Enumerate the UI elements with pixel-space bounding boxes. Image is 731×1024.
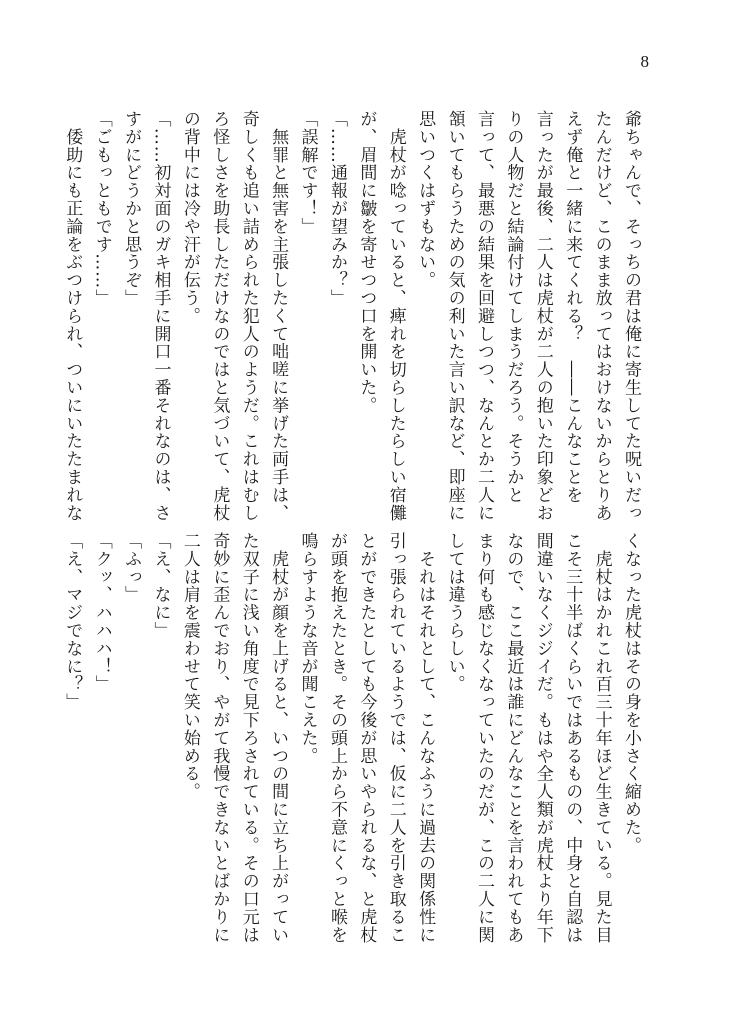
text-line: すがにどうかと思うぞ」 (121, 110, 142, 307)
text-line: 頷いてもらうための気の利いた言い訳など、即座に (444, 110, 465, 522)
text-line: 「ふっ」 (121, 532, 142, 604)
page-number: 8 (640, 52, 649, 71)
text-line: 「え、なに」 (150, 532, 171, 640)
text-line: が、眉間に皺を寄せつつ口を開いた。 (356, 110, 377, 415)
text-line: ろ怪しさを助長しただけなのではと気づいて、虎杖 (209, 110, 230, 522)
text-line: えず俺と一緒に来てくれる？ ――こんなことを (562, 110, 583, 504)
text-line: こそ三十半ばくらいではあるものの、中身と自認は (562, 532, 583, 944)
text-block-bottom (57, 532, 645, 944)
text-line: それはそれとして、こんなふうに過去の関係性に (415, 532, 436, 944)
text-line: の背中には冷や汗が伝う。 (179, 110, 200, 325)
text-line: 言ったが最後、二人は虎杖が二人の抱いた印象どお (532, 110, 553, 522)
text-line: 言って、最悪の結果を回避しつつ、なんとか二人に (473, 110, 494, 522)
text-line: なので、ここ最近は誰にどんなことを言われてもあ (503, 532, 524, 944)
text-line: りの人物だと結論付けてしまうだろう。そうかと (503, 110, 524, 504)
text-line: 奇妙に歪んでおり、やがて我慢できないとばかりに (209, 532, 230, 944)
text-line: 二人は肩を震わせて笑い始める。 (179, 532, 200, 801)
text-line: 間違いなくジジイだ。もはや全人類が虎杖より年下 (532, 532, 553, 944)
text-line: 思いつくはずもない。 (415, 110, 436, 289)
text-line: 爺ちゃんで、そっちの君は俺に寄生してた呪いだっ (621, 110, 641, 522)
text-line: 無罪と無害を主張したくて咄嗟に挙げた両手は、 (268, 110, 289, 522)
text-line: た双子に浅い角度で見下ろされている。その口元は (238, 532, 259, 944)
text-line: しては違うらしい。 (444, 532, 465, 694)
text-line: 「……初対面のガキ相手に開口一番それなのは、さ (150, 110, 171, 522)
text-line: が頭を抱えたとき。その頭上から不意にくっと喉を (326, 532, 347, 944)
text-line: 「クッ、ハハハ！」 (91, 532, 112, 694)
text-line: くなった虎杖はその身を小さく縮めた。 (621, 532, 641, 855)
text-line: 奇しくも追い詰められた犯人のようだ。これはむし (238, 110, 259, 522)
text-line: とができたとしても今後が思いやられるな、と虎杖 (356, 532, 377, 944)
text-line: 鳴らすような音が聞こえた。 (297, 532, 318, 765)
text-line: 虎杖が顔を上げると、いつの間に立ち上がってい (268, 532, 289, 944)
text-line: 倭助にも正論をぶつけられ、ついにいたたまれな (62, 110, 83, 522)
text-line: 「え、マジでなに？」 (62, 532, 83, 711)
text-line: 虎杖はかれこれ百三十年ほど生きている。見た目 (591, 532, 612, 944)
text-line: 「ごもっともです……」 (91, 110, 112, 307)
text-line: 「誤解です！」 (297, 110, 318, 236)
text-line: 引っ張られているようでは、仮に二人を引き取るこ (385, 532, 406, 944)
text-block-top (57, 110, 645, 522)
text-line: まり何も感じなくなっていたのだが、この二人に関 (473, 532, 494, 944)
text-line: たんだけど、このまま放ってはおけないからとりあ (591, 110, 612, 522)
text-line: 虎杖が唸っていると、痺れを切らしたらしい宿儺 (385, 110, 406, 522)
text-line: 「……通報が望みか？」 (326, 110, 347, 307)
